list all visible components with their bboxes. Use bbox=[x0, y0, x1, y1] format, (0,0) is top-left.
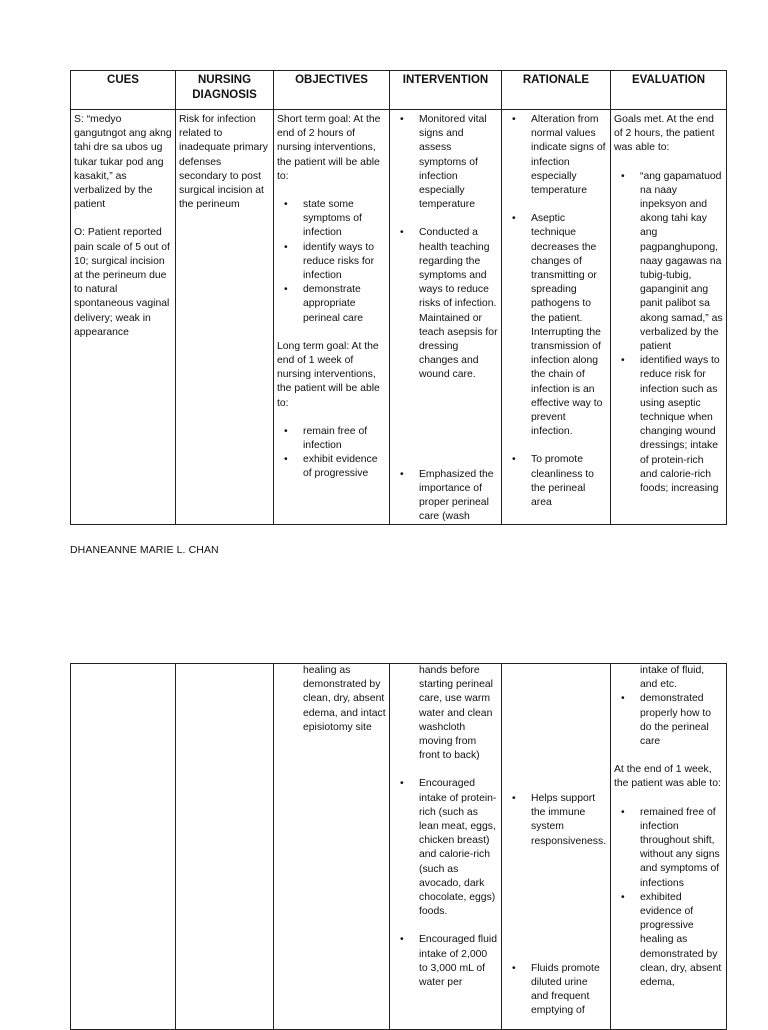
rationale-list bbox=[505, 792, 607, 1019]
header-row bbox=[71, 71, 727, 110]
list-item: • exhibited evidence of progressive healing as demonstrated by clean, dry, absent edema, bbox=[614, 891, 723, 990]
evaluation-list bbox=[614, 170, 723, 497]
intervention-list bbox=[393, 113, 498, 524]
list-item: • state some symptoms of infection bbox=[277, 198, 386, 241]
author-name: DHANEANNE MARIE L. CHAN bbox=[70, 544, 219, 556]
evaluation-cell bbox=[611, 664, 727, 1030]
list-item: • remained free of infection throughout shift, without any signs and symptoms of infections bbox=[614, 806, 723, 891]
list-item: • Alteration from normal values indicate signs of infection especially temperature bbox=[505, 113, 607, 198]
list-item: • Encouraged intake of protein-rich (such as lean meat, eggs, chicken breast) and calorie-rich (such as avocado, dark chocolate, eggs) foods. bbox=[393, 777, 498, 919]
list-item: • Aseptic technique decreases the changes of transmitting or spreading pathogens to the patient. Interrupting the transmission of infection along the chain of infection is an effective way to prevent infection. bbox=[505, 212, 607, 439]
list-item: • identify ways to reduce risks for infection bbox=[277, 241, 386, 284]
objectives-cell bbox=[274, 110, 390, 525]
list-item: • Helps support the immune system responsiveness. bbox=[505, 792, 607, 849]
intervention-cell bbox=[390, 110, 502, 525]
cues-cell bbox=[71, 110, 176, 525]
diagnosis-cell bbox=[176, 110, 274, 525]
nursing-diagnosis-text: Risk for infection related to inadequate primary defenses secondary to post surgical incision at the perineum bbox=[179, 114, 268, 211]
intervention-cell bbox=[390, 664, 502, 1030]
objectives-continued-text bbox=[277, 664, 386, 735]
rationale-list bbox=[505, 113, 607, 510]
evaluation-list bbox=[614, 692, 723, 749]
objectives-continued-label: healing as demonstrated by clean, dry, absent edema, and intact episiotomy site bbox=[303, 665, 386, 733]
list-item: • To promote cleanliness to the perineal area bbox=[505, 453, 607, 510]
nursing-care-plan-table-page2 bbox=[70, 663, 727, 1030]
header-evaluation: EVALUATION bbox=[611, 71, 727, 110]
cues-cell bbox=[71, 664, 176, 1030]
table-row bbox=[71, 664, 727, 1030]
cues-objective: O: Patient reported pain scale of 5 out of 10; surgical incision at the perineum due to natural spontaneous vaginal delivery; weak in appearance bbox=[74, 227, 170, 338]
intervention-list bbox=[393, 777, 498, 990]
header-nursing-diagnosis: NURSING DIAGNOSIS bbox=[176, 71, 274, 110]
objectives-continued bbox=[277, 664, 386, 735]
list-item: • Encouraged fluid intake of 2,000 to 3,000 mL of water per bbox=[393, 933, 498, 990]
list-item: • Monitored vital signs and assess symptoms of infection especially temperature bbox=[393, 113, 498, 212]
list-item: • demonstrate appropriate perineal care bbox=[277, 283, 386, 326]
long-term-goal: Long term goal: At the end of 1 week of nursing interventions, the patient will be able to: bbox=[277, 340, 380, 409]
short-term-list bbox=[277, 198, 386, 326]
list-item: • identified ways to reduce risk for infection such as using aseptic technique when changing wound dressings; intake of protein-rich and calorie-rich foods; increasing bbox=[614, 354, 723, 496]
evaluation-long-list bbox=[614, 806, 723, 991]
list-item: • exhibit evidence of progressive bbox=[277, 453, 386, 481]
header-objectives: OBJECTIVES bbox=[274, 71, 390, 110]
evaluation-intro: Goals met. At the end of 2 hours, the patient was able to: bbox=[614, 114, 715, 154]
table-row bbox=[71, 110, 727, 525]
nursing-care-plan-table-page1 bbox=[70, 70, 727, 525]
diagnosis-cell bbox=[176, 664, 274, 1030]
evaluation-long-intro: At the end of 1 week, the patient was able to: bbox=[614, 764, 721, 790]
header-cues: CUES bbox=[71, 71, 176, 110]
long-term-list bbox=[277, 425, 386, 482]
list-item: • “ang gapamatuod na naay inpeksyon and akong tahi kay ang pagpanghupong, naay gagawas na tubig-tubig, gapanginit ang panit palibot sa akong samad,” as verbalized by the patient bbox=[614, 170, 723, 355]
list-item: • remain free of infection bbox=[277, 425, 386, 453]
cues-subjective: S: “medyo gangutngot ang akng tahi dre sa ubos ug tukar tukar pod ang kasakit,” as verbalized by the patient bbox=[74, 114, 172, 211]
header-intervention: INTERVENTION bbox=[390, 71, 502, 110]
evaluation-continued-text: intake of fluid, and etc. bbox=[640, 665, 705, 691]
header-rationale: RATIONALE bbox=[502, 71, 611, 110]
list-item: • Emphasized the importance of proper perineal care (wash bbox=[393, 468, 498, 525]
list-item: • Conducted a health teaching regarding the symptoms and ways to reduce risks of infection. Maintained or teach asepsis for dressing changes and wound care. bbox=[393, 226, 498, 382]
objectives-cell bbox=[274, 664, 390, 1030]
rationale-cell bbox=[502, 664, 611, 1030]
intervention-continued-text: hands before starting perineal care, use warm water and clean washcloth moving from front to back) bbox=[419, 665, 493, 762]
short-term-goal: Short term goal: At the end of 2 hours of nursing interventions, the patient will be able to: bbox=[277, 114, 381, 182]
list-item: • demonstrated properly how to do the perineal care bbox=[614, 692, 723, 749]
rationale-cell bbox=[502, 110, 611, 525]
list-item: • Fluids promote diluted urine and frequent emptying of bbox=[505, 962, 607, 1019]
evaluation-cell bbox=[611, 110, 727, 525]
